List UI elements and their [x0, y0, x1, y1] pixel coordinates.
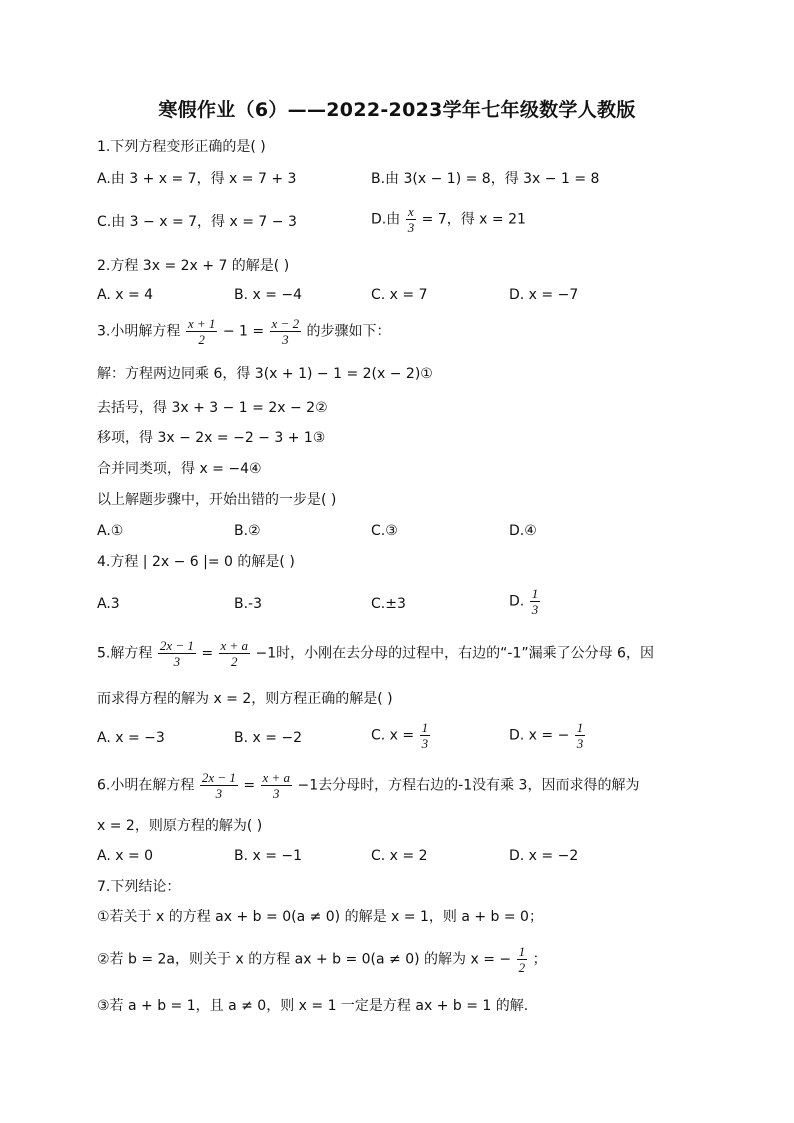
fraction-denominator: 3 [576, 736, 584, 751]
q7-statement-3: ③若 a + b = 1，且 a ≠ 0，则 x = 1 一定是方程 ax + b = 1 的解. [97, 998, 529, 1014]
q3-question: 以上解题步骤中，开始出错的一步是( ) [97, 492, 337, 508]
q2-option-d[interactable]: D. x = −7 [509, 287, 579, 303]
q5-fraction-right [219, 638, 251, 669]
fraction-numerator: 2x − 1 [201, 770, 236, 785]
q5-c-prefix: C. x = [371, 727, 415, 744]
q2-option-c[interactable]: C. x = 7 [371, 287, 428, 303]
q6-option-c[interactable]: C. x = 2 [371, 848, 428, 864]
q1-stem: 1.下列方程变形正确的是( ) [97, 139, 266, 155]
q7-s2-prefix: ②若 b = 2a，则关于 x 的方程 ax + b = 0(a ≠ 0) 的解为 x = − [97, 951, 512, 968]
fraction-denominator: 3 [215, 786, 223, 801]
q3-stem [97, 316, 391, 347]
q6-equals: = [243, 777, 256, 794]
q5-d-prefix: D. x = − [509, 727, 570, 744]
fraction-denominator: 3 [282, 332, 289, 347]
fraction-numerator: x + a [220, 638, 249, 653]
q6-option-b[interactable]: B. x = −1 [234, 848, 303, 864]
fraction-denominator: 2 [231, 654, 238, 669]
fraction-numerator: 1 [518, 944, 526, 959]
q6-fraction-right [261, 770, 293, 801]
q6-stem-suffix: −1去分母时，方程右边的-1没有乘 3，因而求得的解为 [297, 777, 640, 794]
q4-option-c[interactable]: C.±3 [371, 596, 406, 612]
q7-statement-1: ①若关于 x 的方程 ax + b = 0(a ≠ 0) 的解是 x = 1，则 a + b = 0； [97, 909, 543, 925]
q6-stem-prefix: 6.小明在解方程 [97, 777, 195, 794]
q1-d-suffix: = 7，得 x = 21 [421, 211, 526, 228]
q1-option-d[interactable] [371, 204, 526, 235]
q1-option-b[interactable]: B.由 3(x − 1) = 8，得 3x − 1 = 8 [371, 171, 600, 187]
q5-stem-line-2: 而求得方程的解为 x = 2，则方程正确的解是( ) [97, 691, 393, 707]
q4-d-fraction [530, 586, 541, 617]
q3-stem-suffix: 的步骤如下： [306, 323, 391, 340]
fraction-numerator: x [406, 204, 417, 220]
q6-stem [97, 770, 639, 801]
q1-option-c[interactable]: C.由 3 − x = 7，得 x = 7 − 3 [97, 214, 297, 230]
fraction-numerator: x + 1 [187, 316, 216, 331]
q1-d-fraction [406, 204, 417, 235]
q5-stem [97, 638, 654, 669]
q4-stem: 4.方程 | 2x − 6 |= 0 的解是( ) [97, 554, 295, 570]
fraction-denominator: 3 [173, 654, 181, 669]
q1-d-prefix: D.由 [371, 211, 401, 228]
q7-s2-suffix: ； [532, 951, 547, 968]
q3-option-c[interactable]: C.③ [371, 523, 398, 539]
q4-option-b[interactable]: B.-3 [234, 596, 263, 612]
q2-option-b[interactable]: B. x = −4 [234, 287, 303, 303]
q6-option-a[interactable]: A. x = 0 [97, 848, 154, 864]
q5-fraction-left [158, 638, 196, 669]
q5-option-a[interactable]: A. x = −3 [97, 730, 165, 746]
q5-option-b[interactable]: B. x = −2 [234, 730, 303, 746]
q5-option-d[interactable] [509, 720, 586, 751]
fraction-denominator: 3 [407, 220, 415, 235]
q7-statement-2 [97, 944, 547, 975]
q3-step-4: 合并同类项，得 x = −4④ [97, 461, 262, 477]
q3-stem-middle: − 1 = [222, 323, 265, 340]
q2-option-a[interactable]: A. x = 4 [97, 287, 154, 303]
fraction-numerator: 1 [531, 586, 539, 601]
q3-step-1: 解：方程两边同乘 6，得 3(x + 1) − 1 = 2(x − 2)① [97, 366, 433, 382]
q3-step-3: 移项，得 3x − 2x = −2 − 3 + 1③ [97, 430, 326, 446]
q7-stem: 7.下列结论： [97, 879, 181, 895]
fraction-denominator: 3 [531, 602, 539, 617]
q5-stem-suffix: −1时，小刚在去分母的过程中，右边的“-1”漏乘了公分母 6，因 [255, 645, 654, 662]
q4-option-d[interactable] [509, 586, 541, 617]
q3-stem-prefix: 3.小明解方程 [97, 323, 181, 340]
fraction-denominator: 3 [421, 736, 429, 751]
q5-equals: = [201, 645, 214, 662]
q4-d-prefix: D. [509, 593, 525, 610]
q1-option-a[interactable]: A.由 3 + x = 7，得 x = 7 + 3 [97, 171, 297, 187]
q5-option-c[interactable] [371, 720, 431, 751]
q5-d-fraction [575, 720, 586, 751]
q3-option-b[interactable]: B.② [234, 523, 261, 539]
fraction-denominator: 2 [518, 960, 526, 975]
q3-option-d[interactable]: D.④ [509, 523, 537, 539]
fraction-denominator: 3 [273, 786, 280, 801]
q6-stem-line-2: x = 2，则原方程的解为( ) [97, 818, 263, 834]
fraction-numerator: 2x − 1 [159, 638, 194, 653]
q3-option-a[interactable]: A.① [97, 523, 124, 539]
fraction-numerator: x + a [262, 770, 291, 785]
fraction-numerator: x − 2 [271, 316, 300, 331]
q3-fraction-left [186, 316, 218, 347]
q6-fraction-left [200, 770, 238, 801]
q7-s2-fraction [517, 944, 528, 975]
q3-step-2: 去括号，得 3x + 3 − 1 = 2x − 2② [97, 400, 328, 416]
fraction-denominator: 2 [198, 332, 205, 347]
q5-stem-prefix: 5.解方程 [97, 645, 153, 662]
q4-option-a[interactable]: A.3 [97, 596, 120, 612]
q5-c-fraction [420, 720, 431, 751]
q3-fraction-right [270, 316, 302, 347]
q6-option-d[interactable]: D. x = −2 [509, 848, 579, 864]
page-title: 寒假作业（6）——2022-2023学年七年级数学人教版 [158, 99, 636, 121]
q2-stem: 2.方程 3x = 2x + 7 的解是( ) [97, 258, 290, 274]
fraction-numerator: 1 [421, 720, 429, 735]
fraction-numerator: 1 [576, 720, 584, 735]
